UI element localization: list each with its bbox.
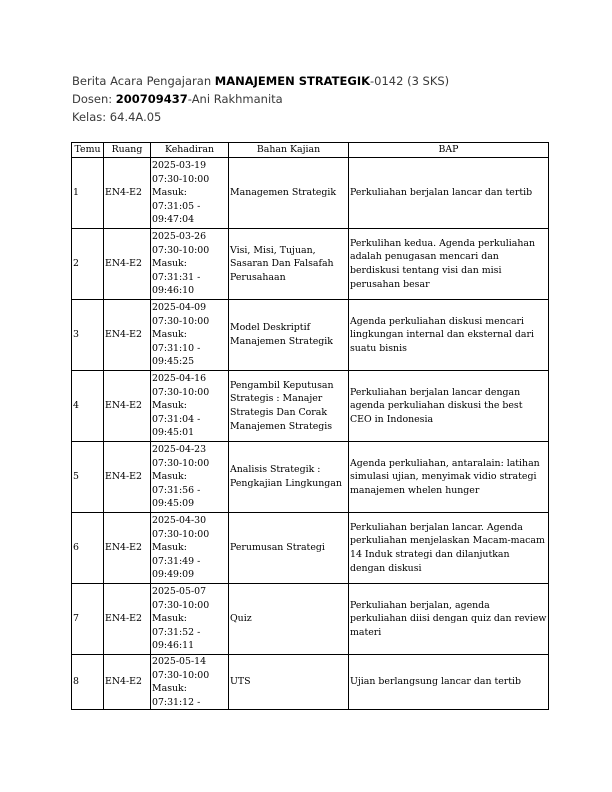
bahan-kajian-cell: Visi, Misi, Tujuan, Sasaran Dan Falsafah Perusahaan [229,229,349,300]
column-header-bap: BAP [349,143,549,158]
table-row [72,300,549,371]
ruang-cell: EN4-E2 [104,442,151,513]
table-row [72,442,549,513]
temu-cell: 5 [72,442,104,513]
bap-cell: Perkuliahan berjalan, agenda perkuliahan diisi dengan quiz dan review materi [349,584,549,655]
bahan-kajian-cell: Perumusan Strategi [229,513,349,584]
temu-cell: 2 [72,229,104,300]
lecturer-id: 200709437 [115,92,188,106]
kehadiran-cell: 2025-03-26 07:30-10:00 Masuk: 07:31:31 - 09:46:10 [151,229,229,300]
course-title-prefix: Berita Acara Pengajaran [72,74,215,88]
table-row [72,371,549,442]
bap-cell: Perkuliahan berjalan lancar dengan agenda perkuliahan diskusi the best CEO in Indonesia [349,371,549,442]
temu-cell: 7 [72,584,104,655]
ruang-cell: EN4-E2 [104,584,151,655]
temu-cell: 8 [72,655,104,710]
bap-cell: Perkuliahan berjalan lancar dan tertib [349,158,549,229]
column-header-bahan-kajian: Bahan Kajian [229,143,349,158]
table-row [72,655,549,710]
table-row [72,229,549,300]
bap-cell: Perkulihan kedua. Agenda perkuliahan adalah penugasan mencari dan berdiskusi tentang visi dan misi perusahan besar [349,229,549,300]
class-line: Kelas: 64.4A.05 [72,110,162,124]
table-row [72,513,549,584]
lecturer-prefix: Dosen: [72,92,116,106]
course-name: MANAJEMEN STRATEGIK [214,74,371,88]
column-header-temu: Temu [72,143,104,158]
bahan-kajian-cell: Analisis Strategik : Pengkajian Lingkungan [229,442,349,513]
kehadiran-cell: 2025-03-19 07:30-10:00 Masuk: 07:31:05 - 09:47:04 [151,158,229,229]
ruang-cell: EN4-E2 [104,229,151,300]
bahan-kajian-cell: Model Deskriptif Manajemen Strategik [229,300,349,371]
ruang-cell: EN4-E2 [104,655,151,710]
temu-cell: 1 [72,158,104,229]
table-header-row [72,143,549,158]
kehadiran-cell: 2025-04-23 07:30-10:00 Masuk: 07:31:56 - 09:45:09 [151,442,229,513]
kehadiran-cell: 2025-04-30 07:30-10:00 Masuk: 07:31:49 - 09:49:09 [151,513,229,584]
lecturer-name: -Ani Rakhmanita [187,92,283,106]
table-row [72,584,549,655]
lecturer-line [72,90,449,108]
ruang-cell: EN4-E2 [104,513,151,584]
bap-cell: Ujian berlangsung lancar dan tertib [349,655,549,710]
table-row [72,158,549,229]
kehadiran-cell: 2025-05-14 07:30-10:00 Masuk: 07:31:12 - [151,655,229,710]
ruang-cell: EN4-E2 [104,158,151,229]
kehadiran-cell: 2025-04-09 07:30-10:00 Masuk: 07:31:10 - 09:45:25 [151,300,229,371]
temu-cell: 3 [72,300,104,371]
bahan-kajian-cell: Quiz [229,584,349,655]
bap-cell: Perkuliahan berjalan lancar. Agenda perkuliahan menjelaskan Macam-macam 14 Induk strategi dan dilanjutkan dengan diskusi [349,513,549,584]
bahan-kajian-cell: UTS [229,655,349,710]
kehadiran-cell: 2025-05-07 07:30-10:00 Masuk: 07:31:52 - 09:46:11 [151,584,229,655]
column-header-ruang: Ruang [104,143,151,158]
ruang-cell: EN4-E2 [104,371,151,442]
temu-cell: 4 [72,371,104,442]
attendance-table [71,142,549,710]
bap-cell: Agenda perkuliahan, antaralain: latihan simulasi ujian, menyimak vidio strategi manajemen whelen hunger [349,442,549,513]
bap-cell: Agenda perkuliahan diskusi mencari lingkungan internal dan eksternal dari suatu bisnis [349,300,549,371]
ruang-cell: EN4-E2 [104,300,151,371]
column-header-kehadiran: Kehadiran [151,143,229,158]
temu-cell: 6 [72,513,104,584]
bahan-kajian-cell: Pengambil Keputusan Strategis : Manajer Strategis Dan Corak Manajemen Strategis [229,371,349,442]
kehadiran-cell: 2025-04-16 07:30-10:00 Masuk: 07:31:04 - 09:45:01 [151,371,229,442]
document-header [72,72,449,126]
course-title-line [72,72,449,90]
bahan-kajian-cell: Managemen Strategik [229,158,349,229]
course-code: -0142 (3 SKS) [370,74,450,88]
